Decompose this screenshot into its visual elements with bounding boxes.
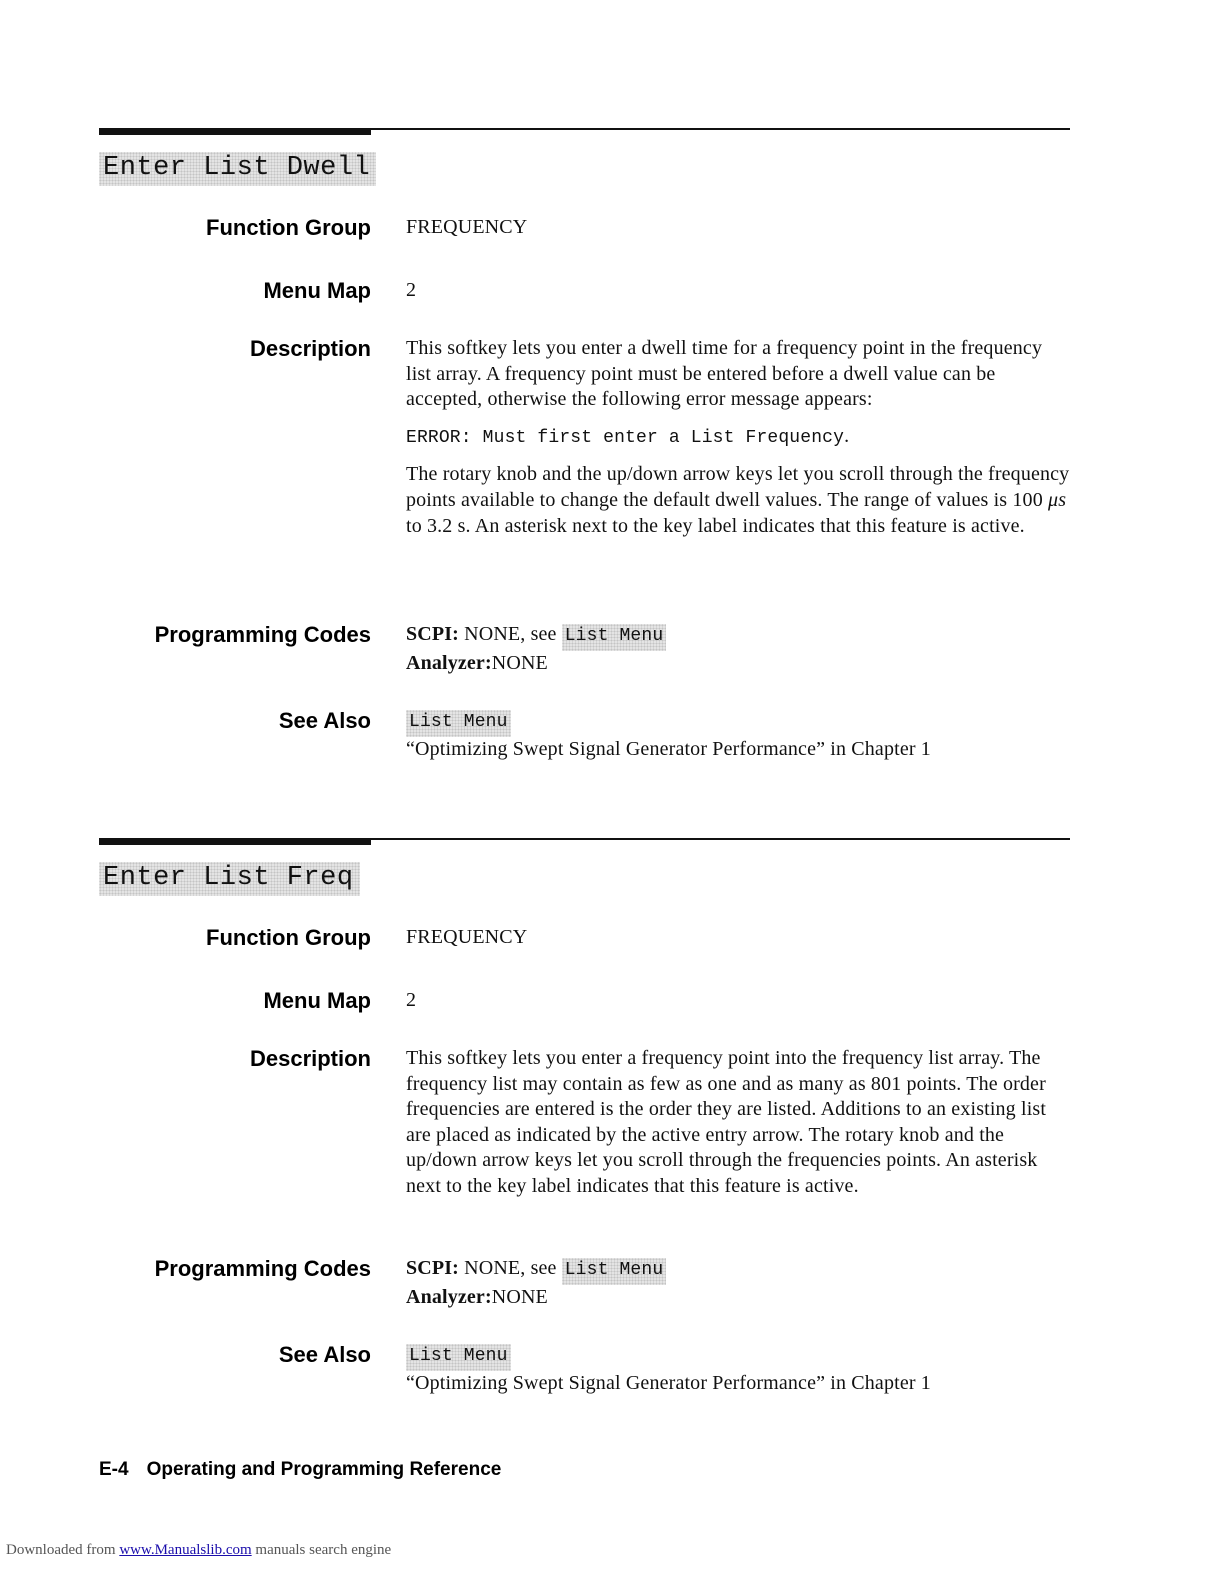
download-prefix: Downloaded from (6, 1542, 120, 1558)
description-text: to 3.2 s. An asterisk next to the key label indicates that this feature is active. (406, 514, 1025, 537)
programming-codes-body (406, 622, 1071, 676)
function-group-label: Function Group (206, 925, 371, 950)
scpi-line (406, 1256, 1071, 1285)
section-title-softkey: Enter List Dwell (99, 152, 376, 186)
scpi-label: SCPI: (406, 1257, 459, 1279)
description-body (406, 1046, 1071, 1200)
download-note (6, 1542, 391, 1559)
see-also-label: See Also (278, 1342, 371, 1367)
description-paragraph (406, 462, 1071, 539)
list-menu-softkey[interactable]: List Menu (562, 624, 667, 651)
menu-map-value: 2 (406, 989, 417, 1011)
description-body (406, 336, 1071, 539)
page-footer (99, 1459, 501, 1481)
analyzer-label: Analyzer: (406, 651, 492, 674)
description-paragraph: This softkey lets you enter a frequency point into the frequency list array. The frequency list may contain as few as one and as many as 801 points. The order frequencies are entered is the order they are listed. Additions to an existing list are placed as indicated by the active entry arrow. The rotary knob and the up/down arrow keys let you scroll through the frequencies points. An asterisk next to the key label indicates that this feature is active. (406, 1047, 1047, 1197)
section-title-softkey: Enter List Freq (99, 862, 360, 896)
menu-map-label: Menu Map (263, 988, 371, 1013)
function-group-label: Function Group (206, 215, 371, 240)
list-menu-softkey[interactable]: List Menu (406, 710, 511, 737)
scpi-text: NONE, see (458, 623, 562, 645)
programming-codes-label: Programming Codes (154, 1256, 371, 1281)
error-message: ERROR: Must first enter a List Frequency (406, 427, 845, 448)
section-enter-list-dwell (99, 128, 1070, 760)
chapter-title: Operating and Programming Reference (146, 1459, 502, 1480)
see-also-reference: “Optimizing Swept Signal Generator Performance” in Chapter 1 (406, 737, 931, 760)
description-paragraph: This softkey lets you enter a dwell time for a frequency point in the frequency list array. A frequency point must be entered before a dwell value can be accepted, otherwise the following error message appears: (406, 337, 1043, 411)
analyzer-line (406, 1285, 1071, 1311)
description-label: Description (249, 336, 371, 361)
section-enter-list-freq (99, 838, 1070, 1394)
see-also-body (406, 708, 1071, 762)
analyzer-line (406, 651, 1071, 677)
see-also-reference: “Optimizing Swept Signal Generator Performance” in Chapter 1 (406, 1371, 931, 1394)
see-also-label: See Also (278, 708, 371, 733)
analyzer-label: Analyzer: (406, 1285, 492, 1308)
description-text: The rotary knob and the up/down arrow keys let you scroll through the frequency points available to change the default dwell values. The range of values is 100 (406, 463, 1070, 511)
scpi-label: SCPI: (406, 623, 459, 645)
function-group-value: FREQUENCY (406, 216, 528, 238)
scpi-line (406, 622, 1071, 651)
micro-unit: μs (1048, 488, 1067, 511)
see-also-body (406, 1342, 1071, 1396)
analyzer-text: NONE (491, 651, 548, 674)
menu-map-label: Menu Map (263, 278, 371, 303)
page-number: E-4 (99, 1459, 129, 1480)
programming-codes-body (406, 1256, 1071, 1310)
section-rule (99, 838, 1070, 846)
list-menu-softkey[interactable]: List Menu (406, 1344, 511, 1371)
description-label: Description (249, 1046, 371, 1071)
error-message-line: ERROR: Must first enter a List Frequency. (406, 424, 850, 448)
download-suffix: manuals search engine (251, 1542, 392, 1558)
programming-codes-label: Programming Codes (154, 622, 371, 647)
list-menu-softkey[interactable]: List Menu (562, 1258, 667, 1285)
analyzer-text: NONE (491, 1285, 548, 1308)
menu-map-value: 2 (406, 279, 417, 301)
manualslib-link[interactable]: www.Manualslib.com (119, 1542, 252, 1558)
scpi-text: NONE, see (458, 1257, 562, 1279)
section-rule (99, 128, 1070, 136)
function-group-value: FREQUENCY (406, 926, 528, 948)
